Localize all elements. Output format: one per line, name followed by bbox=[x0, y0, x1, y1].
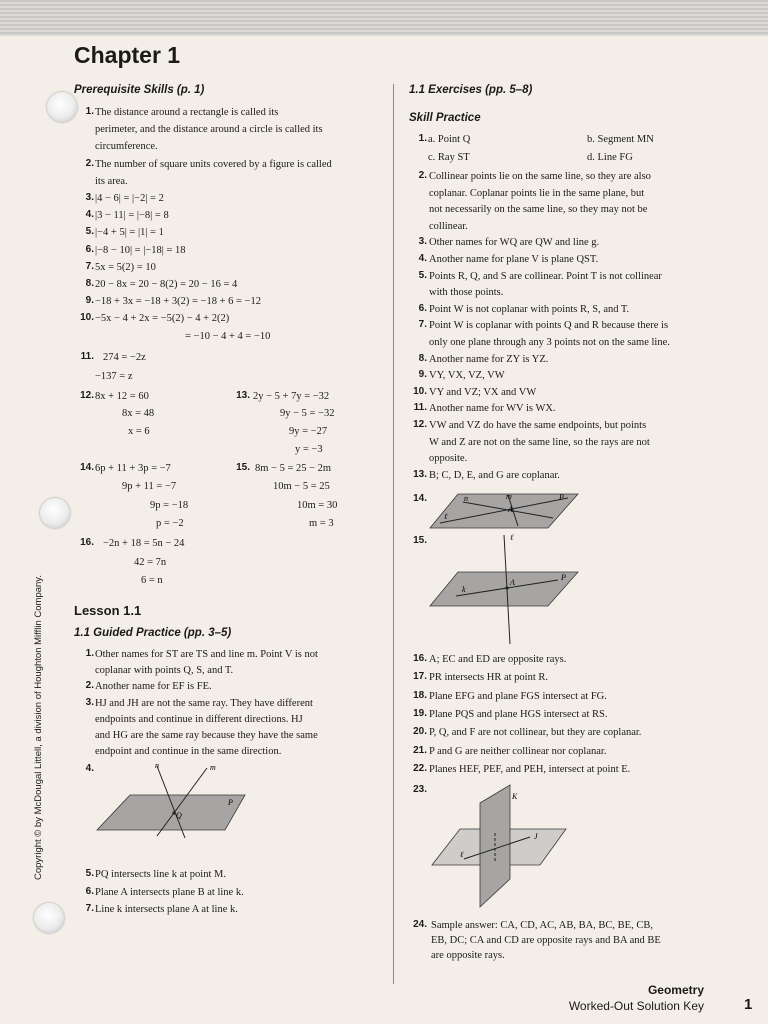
item-text: VY, VX, VZ, VW bbox=[429, 370, 505, 382]
item-number: 23. bbox=[413, 784, 427, 795]
item-text: Plane EFG and plane FGS intersect at FG. bbox=[429, 690, 607, 702]
item-text: endpoint and continue in the same direction. bbox=[95, 746, 282, 758]
guided-practice-heading: 1.1 Guided Practice (pp. 3–5) bbox=[74, 627, 232, 639]
item-number: 10. bbox=[413, 385, 427, 397]
equation-line: 10m − 5 = 25 bbox=[273, 481, 330, 492]
item-number: 8. bbox=[85, 278, 94, 289]
item-text: opposite. bbox=[429, 453, 468, 465]
item-number: 17. bbox=[413, 671, 427, 683]
item-number: 20. bbox=[413, 726, 427, 738]
item-number: 1. bbox=[418, 133, 427, 144]
figure-label: ℓ bbox=[460, 850, 464, 859]
item-number: 13. bbox=[413, 468, 427, 480]
item-number: 10. bbox=[80, 312, 94, 324]
item-text: are opposite rays. bbox=[431, 949, 505, 961]
binder-hole bbox=[40, 498, 70, 528]
item-text: The number of square units covered by a figure is called bbox=[95, 158, 332, 170]
item-text: coplanar with points Q, S, and T. bbox=[95, 665, 234, 677]
chapter-title: Chapter 1 bbox=[74, 42, 181, 68]
figure-label: P bbox=[228, 798, 233, 807]
equation-line: −137 = z bbox=[95, 371, 133, 382]
item-number: 3. bbox=[85, 192, 94, 203]
equation-line: 8x = 48 bbox=[122, 408, 155, 419]
item-text: Another name for WV is WX. bbox=[429, 403, 556, 415]
item-text: Another name for plane V is plane QST. bbox=[429, 254, 599, 265]
item-text: Points R, Q, and S are collinear. Point T is not collinear bbox=[429, 270, 662, 282]
item-number: 12. bbox=[413, 419, 427, 430]
item-text: circumference. bbox=[95, 141, 158, 153]
figure-4-plane-lines bbox=[95, 760, 255, 840]
item-number: 2. bbox=[418, 170, 427, 181]
item-number: 8. bbox=[418, 352, 427, 364]
item-text: −5x − 4 + 2x = −5(2) − 4 + 2(2) bbox=[95, 313, 230, 325]
item-text: B; C, D, E, and G are coplanar. bbox=[429, 469, 560, 481]
item-number: 4. bbox=[85, 763, 94, 774]
item-number: 7. bbox=[418, 319, 427, 331]
equation-line: p = −2 bbox=[156, 518, 184, 529]
item-text: |3 − 11| = |−8| = 8 bbox=[95, 210, 169, 222]
item-number: 15. bbox=[236, 462, 250, 473]
equation-line: 8x + 12 = 60 bbox=[95, 391, 149, 402]
figure-15-plane bbox=[428, 532, 588, 647]
figure-label: ℓ bbox=[510, 533, 514, 542]
figure-label: n bbox=[464, 494, 468, 503]
item-number: 6. bbox=[85, 885, 94, 897]
figure-label: A bbox=[510, 578, 515, 587]
answer-1c: c. Ray ST bbox=[428, 152, 470, 163]
item-number: 16. bbox=[80, 537, 94, 548]
item-number: 5. bbox=[85, 226, 94, 238]
item-text: Other names for ST are TS and line m. Point V is not bbox=[95, 649, 318, 660]
item-number: 21. bbox=[413, 744, 427, 756]
item-number: 3. bbox=[418, 236, 427, 248]
skill-practice-heading: Skill Practice bbox=[409, 112, 481, 124]
item-number: 5. bbox=[418, 269, 427, 281]
equation-line: 6p + 11 + 3p = −7 bbox=[95, 463, 171, 474]
item-text: Sample answer: CA, CD, AC, AB, BA, BC, BE, CB, bbox=[431, 920, 653, 931]
item-text: Another name for EF is FE. bbox=[95, 681, 212, 693]
figure-label: k bbox=[462, 585, 466, 594]
figure-label: m bbox=[210, 763, 216, 772]
item-number: 12. bbox=[80, 390, 94, 401]
equation-line: 6 = n bbox=[141, 575, 163, 586]
item-text: coplanar. Coplanar points lie in the same plane, but bbox=[429, 187, 645, 199]
figure-label: n bbox=[155, 761, 159, 770]
item-number: 6. bbox=[85, 243, 94, 255]
item-number: 5. bbox=[85, 868, 94, 879]
item-number: 4. bbox=[85, 209, 94, 221]
footer-book: Worked-Out Solution Key bbox=[568, 999, 704, 1013]
equation-line: x = 6 bbox=[128, 426, 150, 437]
item-text: collinear. bbox=[429, 220, 468, 232]
item-text: not necessarily on the same line, so they may not be bbox=[429, 204, 648, 216]
answer-1a: a. Point Q bbox=[428, 134, 471, 145]
figure-23-intersecting-planes bbox=[430, 781, 570, 911]
item-text: 20 − 8x = 20 − 8(2) = 20 − 16 = 4 bbox=[95, 279, 238, 290]
page-number: 1 bbox=[744, 996, 753, 1013]
item-number: 2. bbox=[85, 157, 94, 169]
equation-line: 2y − 5 + 7y = −32 bbox=[253, 391, 330, 402]
item-number: 1. bbox=[85, 648, 94, 659]
item-number: 3. bbox=[85, 696, 94, 708]
item-text: only one plane through any 3 points not on the same line. bbox=[429, 337, 670, 348]
item-text: |−4 + 5| = |1| = 1 bbox=[95, 227, 164, 239]
item-text: 5x = 5(2) = 10 bbox=[95, 261, 156, 273]
item-text: HJ and JH are not the same ray. They have different bbox=[95, 697, 313, 709]
equation-line: 9p + 11 = −7 bbox=[122, 481, 177, 492]
item-number: 18. bbox=[413, 689, 427, 701]
figure-14-plane bbox=[428, 490, 588, 535]
equation-line: 42 = 7n bbox=[134, 557, 167, 568]
item-number: 9. bbox=[418, 369, 427, 381]
answer-1d: d. Line FG bbox=[587, 152, 633, 163]
item-number: 16. bbox=[413, 653, 427, 664]
equation-line: 9p = −18 bbox=[150, 500, 189, 511]
figure-label: P bbox=[561, 573, 566, 582]
equation-line: 9y − 5 = −32 bbox=[280, 408, 335, 419]
item-text: its area. bbox=[95, 175, 128, 187]
item-text: Plane PQS and plane HGS intersect at RS. bbox=[429, 708, 608, 720]
item-text: Planes HEF, PEF, and PEH, intersect at point E. bbox=[429, 763, 631, 775]
item-number: 11. bbox=[413, 402, 427, 414]
figure-label: A bbox=[508, 505, 513, 514]
column-divider bbox=[393, 84, 394, 984]
item-number: 19. bbox=[413, 707, 427, 719]
lesson-heading: Lesson 1.1 bbox=[74, 603, 142, 618]
equation-line: 10m = 30 bbox=[297, 500, 338, 511]
item-number: 6. bbox=[418, 302, 427, 314]
item-text: = −10 − 4 + 4 = −10 bbox=[185, 330, 271, 342]
item-number: 13. bbox=[236, 390, 250, 401]
figure-label: K bbox=[512, 792, 518, 801]
equation-line: −2n + 18 = 5n − 24 bbox=[103, 538, 185, 549]
figure-label: ℓ bbox=[444, 512, 448, 521]
item-number: 22. bbox=[413, 762, 427, 774]
item-number: 14. bbox=[80, 462, 94, 473]
item-text: with those points. bbox=[429, 287, 504, 299]
prerequisite-skills-heading: Prerequisite Skills (p. 1) bbox=[74, 84, 205, 96]
item-text: and HG are the same ray because they have the same bbox=[95, 730, 318, 741]
binder-hole bbox=[34, 903, 64, 933]
item-text: P and G are neither collinear nor coplanar. bbox=[429, 745, 607, 757]
answer-1b: b. Segment MN bbox=[587, 134, 654, 145]
item-text: Collinear points lie on the same line, so they are also bbox=[429, 171, 651, 182]
item-number: 7. bbox=[85, 260, 94, 272]
item-number: 9. bbox=[85, 295, 94, 307]
equation-line: y = −3 bbox=[295, 444, 323, 455]
item-text: Other names for WQ are QW and line g. bbox=[429, 237, 600, 249]
item-text: Plane A intersects plane B at line k. bbox=[95, 886, 244, 898]
figure-label: J bbox=[534, 832, 538, 841]
item-text: Line k intersects plane A at line k. bbox=[95, 904, 238, 915]
item-text: VW and VZ do have the same endpoints, but points bbox=[429, 420, 647, 431]
exercises-heading: 1.1 Exercises (pp. 5–8) bbox=[409, 84, 533, 96]
item-text: endpoints and continue in different directions. HJ bbox=[95, 713, 303, 725]
footer-subject: Geometry bbox=[647, 983, 704, 997]
page-top-edge bbox=[0, 0, 768, 36]
item-text: perimeter, and the distance around a circle is called its bbox=[95, 124, 323, 136]
item-text: PR intersects HR at point R. bbox=[429, 672, 548, 684]
item-text: Another name for ZY is YZ. bbox=[429, 353, 549, 365]
item-number: 24. bbox=[413, 919, 427, 930]
item-text: EB, DC; CA and CD are opposite rays and BA and BE bbox=[431, 934, 661, 946]
copyright-notice: Copyright © by McDougal Littell, a division of Houghton Mifflin Company. bbox=[33, 575, 44, 880]
item-number: 15. bbox=[413, 535, 427, 546]
item-text: −18 + 3x = −18 + 3(2) = −18 + 6 = −12 bbox=[95, 296, 261, 308]
item-text: P, Q, and F are not collinear, but they are coplanar. bbox=[429, 727, 642, 739]
item-text: |4 − 6| = |−2| = 2 bbox=[95, 193, 164, 204]
item-number: 2. bbox=[85, 680, 94, 692]
figure-label: P bbox=[559, 493, 564, 502]
equation-line: 8m − 5 = 25 − 2m bbox=[255, 463, 332, 474]
figure-label: m bbox=[506, 492, 512, 501]
item-text: VY and VZ; VX and VW bbox=[429, 386, 537, 398]
item-number: 14. bbox=[413, 493, 427, 504]
item-number: 4. bbox=[418, 253, 427, 264]
figure-label: Q bbox=[176, 811, 182, 820]
equation-line: m = 3 bbox=[309, 518, 334, 529]
equation-line: 9y = −27 bbox=[289, 426, 328, 437]
item-text: Point W is coplanar with points Q and R because there is bbox=[429, 320, 669, 332]
item-text: The distance around a rectangle is called its bbox=[95, 107, 279, 118]
item-number: 11. bbox=[80, 351, 94, 362]
item-number: 7. bbox=[85, 903, 94, 914]
item-text: Point W is not coplanar with points R, S, and T. bbox=[429, 303, 630, 315]
item-text: W and Z are not on the same line, so the rays are not bbox=[429, 436, 650, 448]
item-text: |−8 − 10| = |−18| = 18 bbox=[95, 244, 186, 256]
item-number: 1. bbox=[85, 106, 94, 117]
item-text: PQ intersects line k at point M. bbox=[95, 869, 226, 880]
item-text: A; EC and ED are opposite rays. bbox=[429, 654, 567, 665]
equation-line: 274 = −2z bbox=[103, 352, 146, 363]
